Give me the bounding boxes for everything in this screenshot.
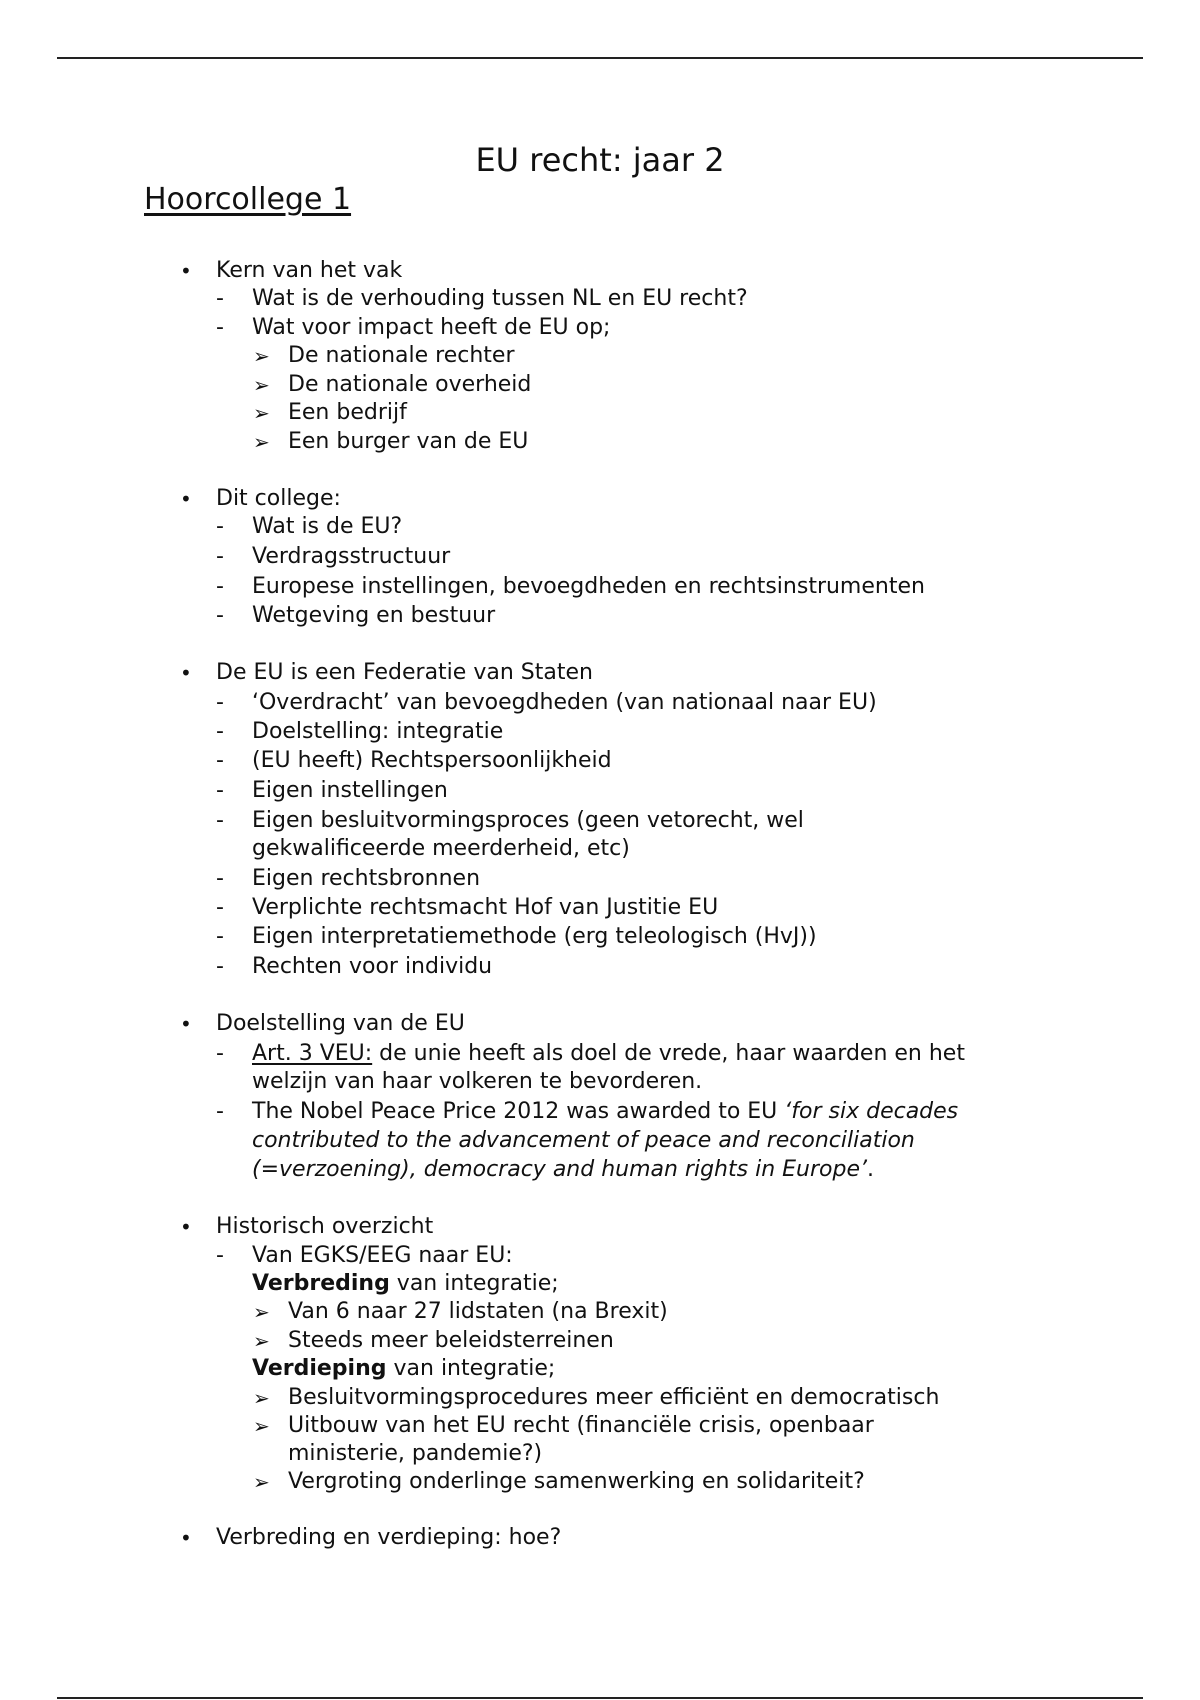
arrow-bullet-icon: ➢	[253, 1300, 270, 1324]
footer-rule	[57, 1697, 1143, 1699]
lecture-heading: Hoorcollege 1	[144, 182, 352, 217]
section-heading: Historisch overzicht	[216, 1214, 434, 1239]
arrow-bullet-icon: ➢	[253, 430, 270, 454]
dash-icon: -	[216, 748, 224, 773]
bullet-icon: •	[180, 1012, 192, 1036]
dash-icon: -	[216, 315, 224, 340]
dash-icon: -	[216, 1099, 224, 1124]
list-item-continuation	[252, 1156, 874, 1184]
list-item: Van 6 naar 27 lidstaten (na Brexit)	[288, 1299, 668, 1324]
dash-icon: -	[216, 690, 224, 715]
list-item: Rechten voor individu	[252, 954, 493, 979]
list-item: Europese instellingen, bevoegdheden en rechtsinstrumenten	[252, 574, 925, 599]
arrow-bullet-icon: ➢	[253, 1386, 270, 1410]
document-title: EU recht: jaar 2	[475, 141, 725, 179]
quote-text: ‘for six decades	[784, 1099, 959, 1124]
bullet-icon: •	[180, 487, 192, 511]
bullet-icon: •	[180, 1215, 192, 1239]
header-rule	[57, 57, 1143, 59]
list-item-continuation: welzijn van haar volkeren te bevorderen.	[252, 1069, 703, 1094]
quote-text: contributed to the advancement of peace and reconciliation	[252, 1128, 915, 1153]
list-item: Uitbouw van het EU recht (financiële crisis, openbaar	[288, 1413, 874, 1438]
dash-icon: -	[216, 574, 224, 599]
list-item: Verdragsstructuur	[252, 544, 451, 569]
list-item: Steeds meer beleidsterreinen	[288, 1328, 614, 1353]
list-item-text: The Nobel Peace Price 2012 was awarded to EU	[252, 1099, 785, 1124]
dash-icon: -	[216, 924, 224, 949]
dash-icon: -	[216, 719, 224, 744]
dash-icon: -	[216, 1041, 224, 1066]
list-item-text: van integratie;	[389, 1271, 559, 1296]
list-item: Eigen besluitvormingsproces (geen vetorecht, wel	[252, 808, 804, 833]
bullet-icon: •	[180, 259, 192, 283]
dash-icon: -	[216, 286, 224, 311]
bullet-icon: •	[180, 1526, 192, 1550]
list-item-continuation	[252, 1355, 555, 1383]
list-item: Van EGKS/EEG naar EU:	[252, 1243, 513, 1268]
list-item: Wat voor impact heeft de EU op;	[252, 315, 611, 340]
arrow-bullet-icon: ➢	[253, 1329, 270, 1353]
dash-icon: -	[216, 544, 224, 569]
list-item	[252, 1098, 958, 1126]
list-item: Eigen instellingen	[252, 778, 448, 803]
dash-icon: -	[216, 778, 224, 803]
article-reference: Art. 3 VEU:	[252, 1041, 373, 1066]
list-item: ‘Overdracht’ van bevoegdheden (van nationaal naar EU)	[252, 690, 877, 715]
bullet-icon: •	[180, 661, 192, 685]
list-item: Een burger van de EU	[288, 429, 529, 454]
arrow-bullet-icon: ➢	[253, 1470, 270, 1494]
bold-term: Verdieping	[252, 1356, 387, 1381]
section-heading: Verbreding en verdieping: hoe?	[216, 1525, 562, 1550]
list-item-continuation: gekwalificeerde meerderheid, etc)	[252, 836, 630, 861]
dash-icon: -	[216, 808, 224, 833]
list-item: Eigen rechtsbronnen	[252, 866, 481, 891]
list-item	[252, 1040, 965, 1068]
section-heading: Kern van het vak	[216, 258, 403, 283]
arrow-bullet-icon: ➢	[253, 401, 270, 425]
list-item: Besluitvormingsprocedures meer efficiënt en democratisch	[288, 1385, 940, 1410]
list-item: Vergroting onderlinge samenwerking en solidariteit?	[288, 1469, 865, 1494]
list-item-continuation: ministerie, pandemie?)	[288, 1441, 543, 1466]
list-item: Een bedrijf	[288, 400, 407, 425]
dash-icon: -	[216, 866, 224, 891]
dash-icon: -	[216, 603, 224, 628]
list-item-text: van integratie;	[386, 1356, 556, 1381]
dash-icon: -	[216, 514, 224, 539]
list-item-text: .	[866, 1157, 874, 1182]
list-item: De nationale rechter	[288, 343, 515, 368]
list-item: De nationale overheid	[288, 372, 532, 397]
dash-icon: -	[216, 954, 224, 979]
list-item: Wat is de EU?	[252, 514, 403, 539]
section-heading: De EU is een Federatie van Staten	[216, 660, 593, 685]
bold-term: Verbreding	[252, 1271, 390, 1296]
quote-text: (=verzoening), democracy and human rights in Europe’	[252, 1157, 867, 1182]
dash-icon: -	[216, 895, 224, 920]
list-item: Wat is de verhouding tussen NL en EU recht?	[252, 286, 748, 311]
list-item: Doelstelling: integratie	[252, 719, 504, 744]
list-item: (EU heeft) Rechtspersoonlijkheid	[252, 748, 612, 773]
list-item: Verplichte rechtsmacht Hof van Justitie EU	[252, 895, 719, 920]
arrow-bullet-icon: ➢	[253, 373, 270, 397]
section-heading: Dit college:	[216, 486, 341, 511]
section-heading: Doelstelling van de EU	[216, 1011, 465, 1036]
arrow-bullet-icon: ➢	[253, 344, 270, 368]
list-item-continuation	[252, 1270, 559, 1298]
list-item-text: de unie heeft als doel de vrede, haar waarden en het	[372, 1041, 965, 1066]
list-item: Wetgeving en bestuur	[252, 603, 496, 628]
list-item: Eigen interpretatiemethode (erg teleologisch (HvJ))	[252, 924, 817, 949]
dash-icon: -	[216, 1243, 224, 1268]
arrow-bullet-icon: ➢	[253, 1414, 270, 1438]
